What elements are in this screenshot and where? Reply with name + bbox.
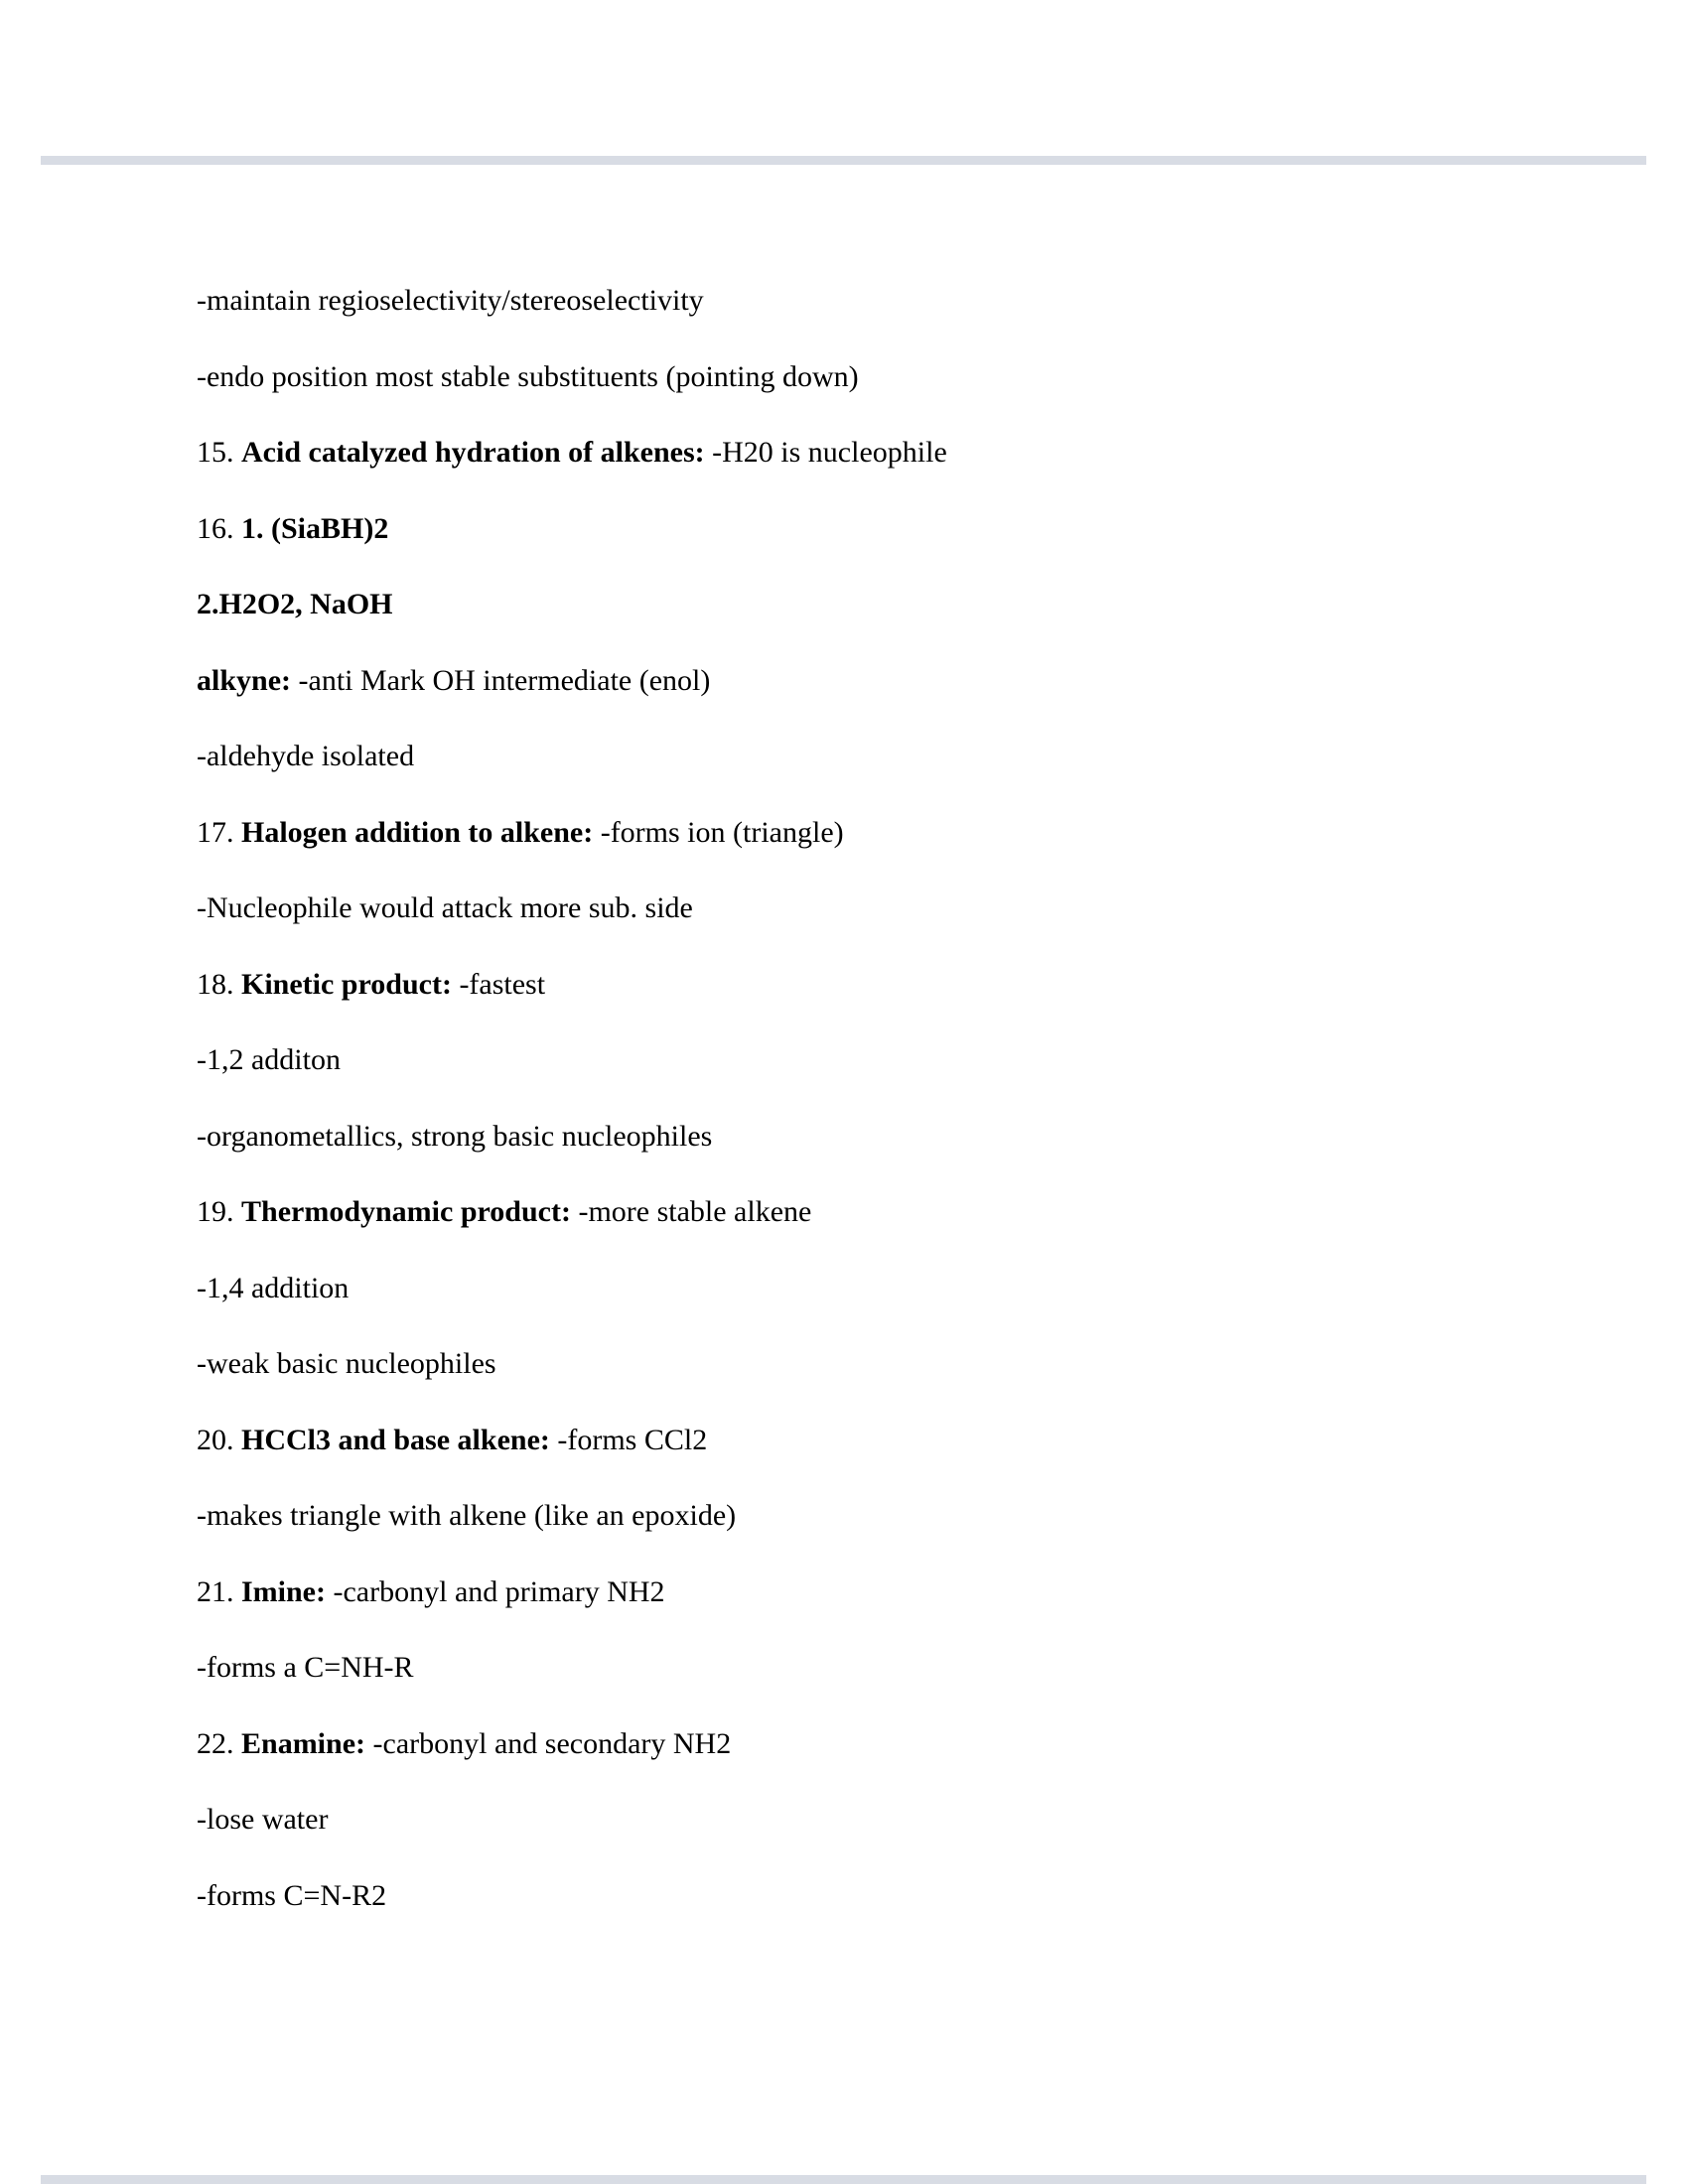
note-line: [197, 719, 1607, 795]
bold-term: Halogen addition to alkene:: [241, 815, 594, 849]
text-segment: 18.: [197, 967, 241, 1001]
text-segment: 16.: [197, 511, 241, 545]
bold-term: 2.H2O2, NaOH: [197, 588, 393, 620]
note-line: [197, 1478, 1607, 1555]
text-segment: -forms a C=NH-R: [197, 1651, 414, 1684]
bold-term: Imine:: [241, 1574, 326, 1608]
note-line: [197, 1023, 1607, 1099]
text-segment: -carbonyl and secondary NH2: [365, 1726, 732, 1760]
text-segment: 20.: [197, 1423, 241, 1456]
text-segment: -1,2 additon: [197, 1043, 341, 1076]
text-segment: -organometallics, strong basic nucleophiles: [197, 1119, 713, 1153]
text-segment: -lose water: [197, 1803, 329, 1836]
text-segment: -anti Mark OH intermediate (enol): [291, 663, 711, 697]
text-segment: -1,4 addition: [197, 1271, 350, 1304]
note-line: [197, 1555, 1607, 1631]
text-segment: -carbonyl and primary NH2: [326, 1574, 665, 1608]
text-segment: -forms ion (triangle): [593, 815, 844, 849]
text-segment: -H20 is nucleophile: [704, 436, 947, 469]
notes-content: [197, 263, 1607, 1934]
note-line: [197, 263, 1607, 340]
note-line: [197, 1782, 1607, 1858]
note-line: [197, 871, 1607, 947]
note-line: [197, 1630, 1607, 1706]
note-line: [197, 1251, 1607, 1327]
text-segment: -Nucleophile would attack more sub. side: [197, 891, 693, 924]
text-segment: -makes triangle with alkene (like an epoxide): [197, 1499, 737, 1532]
text-segment: -aldehyde isolated: [197, 740, 415, 772]
note-line: [197, 491, 1607, 568]
note-line: [197, 1326, 1607, 1403]
bold-term: 1. (SiaBH)2: [241, 511, 389, 545]
note-line: [197, 947, 1607, 1024]
note-line: [197, 1174, 1607, 1251]
text-segment: -forms CCl2: [549, 1423, 708, 1456]
note-line: [197, 567, 1607, 643]
text-segment: 19.: [197, 1195, 241, 1228]
text-segment: 22.: [197, 1726, 241, 1760]
bold-term: Acid catalyzed hydration of alkenes:: [241, 436, 705, 469]
bold-term: Kinetic product:: [241, 967, 452, 1001]
text-segment: -more stable alkene: [570, 1195, 812, 1228]
note-line: [197, 1706, 1607, 1783]
note-line: [197, 340, 1607, 416]
bold-term: alkyne:: [197, 663, 292, 697]
text-segment: 21.: [197, 1574, 241, 1608]
note-line: [197, 795, 1607, 872]
note-line: [197, 1099, 1607, 1175]
text-segment: 17.: [197, 815, 241, 849]
text-segment: -fastest: [451, 967, 546, 1001]
top-divider: [41, 156, 1646, 165]
bold-term: Thermodynamic product:: [241, 1195, 571, 1228]
text-segment: -endo position most stable substituents (pointing down): [197, 359, 859, 393]
bold-term: HCCl3 and base alkene:: [241, 1423, 550, 1456]
bold-term: Enamine:: [241, 1726, 366, 1760]
note-line: [197, 415, 1607, 491]
bottom-divider: [41, 2175, 1646, 2184]
text-segment: -forms C=N-R2: [197, 1878, 387, 1912]
note-line: [197, 643, 1607, 720]
note-line: [197, 1858, 1607, 1935]
note-line: [197, 1403, 1607, 1479]
text-segment: 15.: [197, 436, 241, 469]
text-segment: -maintain regioselectivity/stereoselectivity: [197, 284, 704, 317]
text-segment: -weak basic nucleophiles: [197, 1347, 496, 1380]
